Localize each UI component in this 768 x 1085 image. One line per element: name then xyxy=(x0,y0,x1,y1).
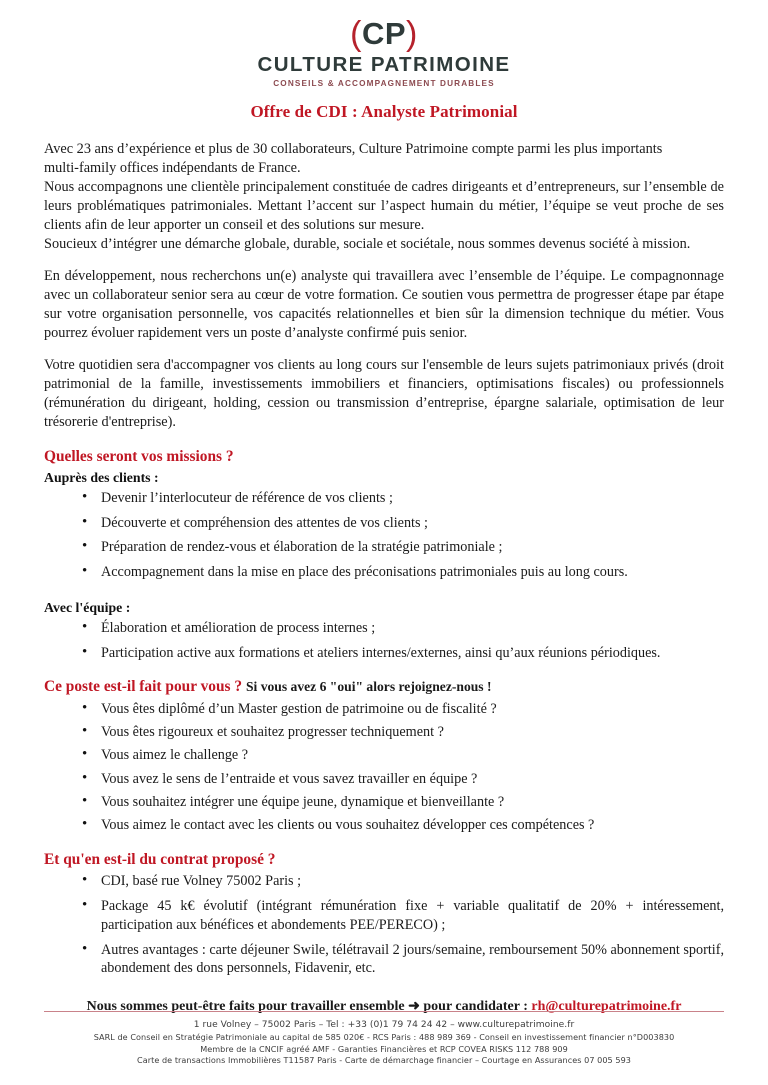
section-heading-profile xyxy=(44,678,724,696)
list-item: • Package 45 k€ évolutif (intégrant rémunération fixe + variable qualitatif de 20% + intéressement, participation aux bénéfices et abondements PEE/PERECO) ; xyxy=(44,897,724,934)
list-item: • Devenir l’interlocuteur de référence de vos clients ; xyxy=(44,489,724,508)
footer-line-contact: 1 rue Volney – 75002 Paris – Tel : +33 (0)1 79 74 24 42 – www.culturepatrimoine.fr xyxy=(193,1019,575,1030)
company-logo xyxy=(44,14,724,88)
logo-bracket-right-icon: ) xyxy=(406,15,418,53)
missions-clients-list xyxy=(44,489,724,582)
footer-line-legal-1: SARL de Conseil en Stratégie Patrimoniale au capital de 585 020€ - RCS Paris : 488 989 369 - Conseil en investissement financier n°D003830 xyxy=(93,1031,675,1042)
intro-paragraph-1 xyxy=(44,140,724,254)
intro-paragraph-3: Votre quotidien sera d'accompagner vos clients au long cours sur l'ensemble de leurs sujets patrimoniaux privés (droit patrimonial de la famille, investissements immobiliers et financiers, optimisations fiscales) ou professionnels (rémunération du dirigeant, holding, cession ou transmission d’entreprise, épargne salariale, optimisation de leur trésorerie d'entreprise). xyxy=(44,357,724,431)
list-item: • CDI, basé rue Volney 75002 Paris ; xyxy=(44,872,724,891)
footer-legal-block xyxy=(44,1019,724,1067)
closing-text-before: Nous sommes peut-être faits pour travailler ensemble xyxy=(86,998,405,1014)
logo-monogram-text: CP xyxy=(361,16,407,51)
intro-line-2: multi-family offices indépendants de France. xyxy=(44,160,301,177)
logo-monogram xyxy=(44,14,724,52)
list-item: • Participation active aux formations et ateliers internes/externes, ainsi qu’aux réunions périodiques. xyxy=(44,644,724,663)
closing-text-middle: pour candidater : xyxy=(423,998,528,1014)
arrow-right-icon: ➜ xyxy=(408,998,420,1014)
page-title: Offre de CDI : Analyste Patrimonial xyxy=(250,102,518,122)
list-item: • Vous êtes rigoureux et souhaitez progresser techniquement ? xyxy=(44,723,724,742)
contact-email-link[interactable]: rh@culturepatrimoine.fr xyxy=(531,998,682,1014)
intro-line-4: Soucieux d’intégrer une démarche globale, durable, sociale et sociétale, nous sommes devenus société à mission. xyxy=(44,236,691,253)
list-item: • Vous aimez le contact avec les clients ou vous souhaitez développer ces compétences ? xyxy=(44,816,724,835)
list-item: • Vous avez le sens de l’entraide et vous savez travailler en équipe ? xyxy=(44,770,724,789)
logo-tagline: CONSEILS & ACCOMPAGNEMENT DURABLES xyxy=(273,79,495,89)
footer-line-legal-3: Carte de transactions Immobilières T11587 Paris - Carte de démarchage financier – Courtage en Assurances 07 005 593 xyxy=(137,1055,631,1066)
subheading-clients: Auprès des clients : xyxy=(44,469,159,485)
page-footer xyxy=(44,1011,724,1067)
intro-paragraph-2: En développement, nous recherchons un(e) analyste qui travaillera avec l’ensemble de l’équipe. Le compagnonnage avec un collaborateur senior sera au cœur de votre formation. Ce soutien vous permettra de progresser étape par étape sur votre organisation personnelle, vos capacités relationnelles et bien sûr la dimension technique du métier. Vous pourrez évoluer rapidement vers un poste d’analyste confirmé puis senior. xyxy=(44,268,724,342)
list-item: • Vous souhaitez intégrer une équipe jeune, dynamique et bienveillante ? xyxy=(44,793,724,812)
list-item: • Vous êtes diplômé d’un Master gestion de patrimoine ou de fiscalité ? xyxy=(44,700,724,719)
footer-line-legal-2: Membre de la CNCIF agréé AMF - Garanties Financières et RCP COVEA RISKS 112 788 909 xyxy=(200,1043,568,1054)
section-heading-contract: Et qu'en est-il du contrat proposé ? xyxy=(44,850,276,868)
list-item: • Vous aimez le challenge ? xyxy=(44,746,724,765)
logo-bracket-left-icon: ( xyxy=(350,15,362,53)
list-item: • Élaboration et amélioration de process internes ; xyxy=(44,619,724,638)
list-item: • Préparation de rendez-vous et élaboration de la stratégie patrimoniale ; xyxy=(44,538,724,557)
list-item: • Accompagnement dans la mise en place des préconisations patrimoniales puis au long cours. xyxy=(44,563,724,582)
footer-divider xyxy=(44,1011,724,1012)
intro-line-1: Avec 23 ans d’expérience et plus de 30 collaborateurs, Culture Patrimoine compte parmi les plus importants xyxy=(44,141,663,158)
contract-list xyxy=(44,872,724,978)
list-item: • Découverte et compréhension des attentes de vos clients ; xyxy=(44,514,724,533)
subheading-team: Avec l'équipe : xyxy=(44,599,131,615)
intro-line-3: Nous accompagnons une clientèle principalement constituée de cadres dirigeants et d’entrepreneurs, sur l’ensemble de leurs problématiques patrimoniales. Mettant l’accent sur l’aspect humain du métier, l’équipe se veut proche de ses clients afin de leur apporter un conseil et des solutions sur mesure. xyxy=(44,179,724,234)
section-heading-profile-text: Ce poste est-il fait pour vous ? xyxy=(44,678,243,696)
list-item: • Autres avantages : carte déjeuner Swile, télétravail 2 jours/semaine, remboursement 50% abonnement sportif, abondement des dons personnels, Fidavenir, etc. xyxy=(44,941,724,978)
missions-team-list xyxy=(44,619,724,662)
profile-list xyxy=(44,700,724,835)
logo-company-name: CULTURE PATRIMOINE xyxy=(257,53,511,77)
section-heading-profile-tail: Si vous avez 6 "oui" alors rejoignez-nous ! xyxy=(245,679,492,695)
section-heading-missions: Quelles seront vos missions ? xyxy=(44,448,234,466)
